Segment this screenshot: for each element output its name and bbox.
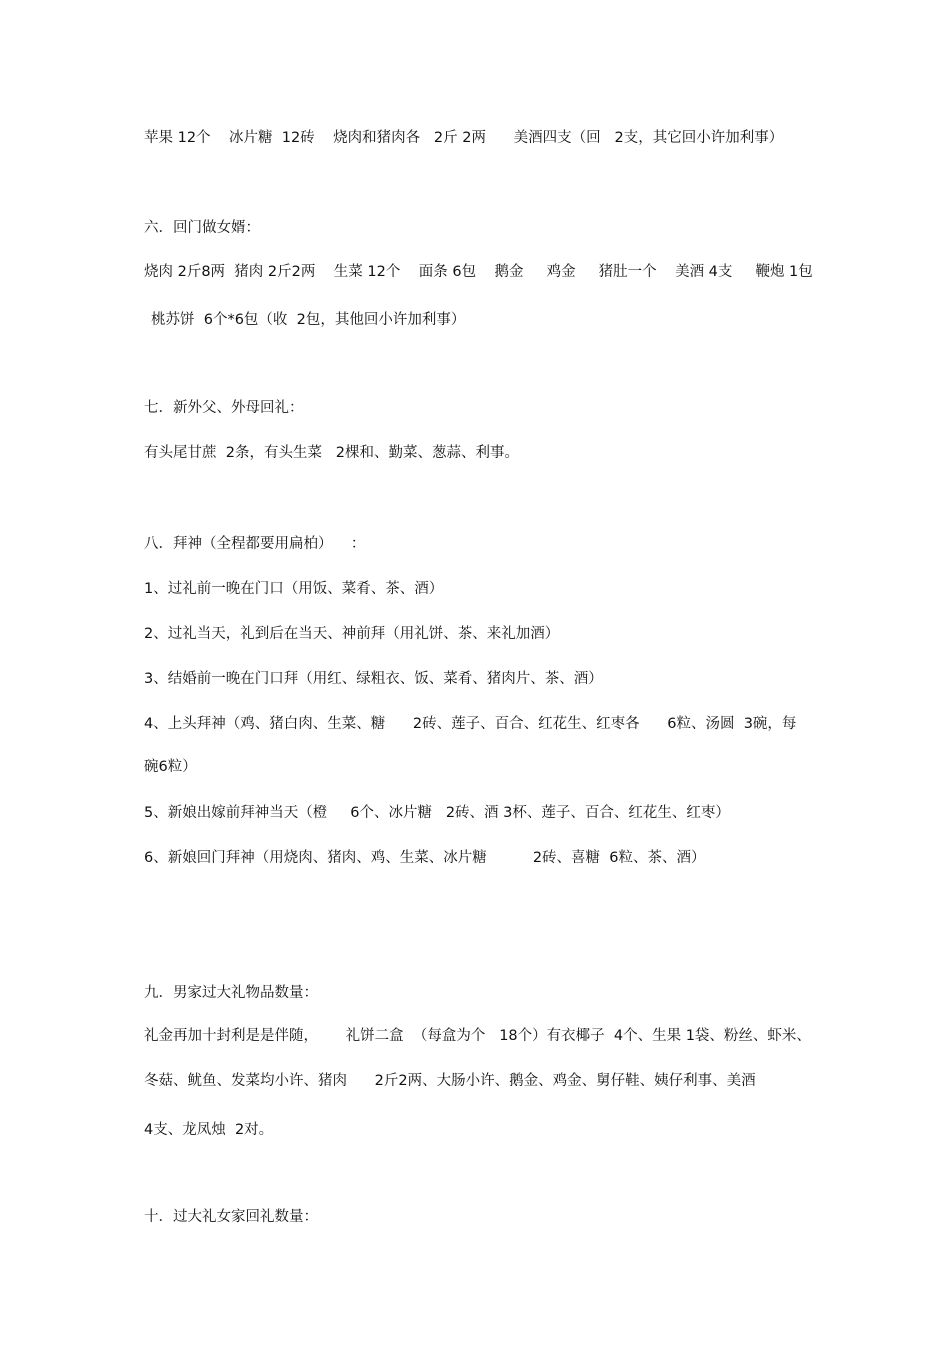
section-8-line-2: 2、过礼当天，礼到后在当天、神前拜（用礼饼、茶、来礼加酒） — [144, 626, 560, 642]
section-8-line-4: 4、上头拜神（鸡、猪白肉、生菜、糖 2砖、莲子、百合、红花生、红枣各 6粒、汤圆 3碗，每 — [144, 716, 797, 732]
section-8-line-4-cont: 碗6粒） — [144, 759, 197, 775]
section-8-heading: 八．拜神（全程都要用扁柏） ： — [144, 536, 366, 552]
section-9-line-2: 冬菇、鱿鱼、发菜均小许、猪肉 2斤2两、大肠小许、鹅金、鸡金、舅仔鞋、姨仔利事、美酒 — [144, 1073, 756, 1089]
section-9-heading: 九．男家过大礼物品数量： — [144, 985, 318, 1001]
section-7-line-1: 有头尾甘蔗 2条，有头生菜 2棵和、勤菜、葱蒜、利事。 — [144, 445, 519, 461]
section-6-line-1: 烧肉 2斤8两 猪肉 2斤2两 生菜 12个 面条 6包 鹅金 鸡金 猪肚一个 美酒 4支 鞭炮 1包 — [144, 264, 813, 280]
section-6-line-2: 桃苏饼 6个*6包（收 2包，其他回小许加利事） — [151, 312, 466, 328]
section-8-line-6: 6、新娘回门拜神（用烧肉、猪肉、鸡、生菜、冰片糖 2砖、喜糖 6粒、茶、酒） — [144, 850, 706, 866]
section-10-heading: 十．过大礼女家回礼数量： — [144, 1209, 318, 1225]
section-9-line-3: 4支、龙凤烛 2对。 — [144, 1122, 274, 1138]
section-8-line-5: 5、新娘出嫁前拜神当天（橙 6个、冰片糖 2砖、酒 3杯、莲子、百合、红花生、红枣） — [144, 805, 730, 821]
section-9-line-1: 礼金再加十封利是是伴随， 礼饼二盒 （每盒为个 18个）有衣椰子 4个、生果 1袋、粉丝、虾米、 — [144, 1028, 811, 1044]
section-8-line-3: 3、结婚前一晚在门口拜（用红、绿粗衣、饭、菜肴、猪肉片、茶、酒） — [144, 671, 603, 687]
section-8-line-1: 1、过礼前一晚在门口（用饭、菜肴、茶、酒） — [144, 581, 444, 597]
section-6-heading: 六．回门做女婿： — [144, 220, 260, 236]
section-7-heading: 七．新外父、外母回礼： — [144, 400, 304, 416]
list-line-top: 苹果 12个 冰片糖 12砖 烧肉和猪肉各 2斤 2两 美酒四支（回 2支，其它回小许加利事） — [144, 130, 784, 146]
